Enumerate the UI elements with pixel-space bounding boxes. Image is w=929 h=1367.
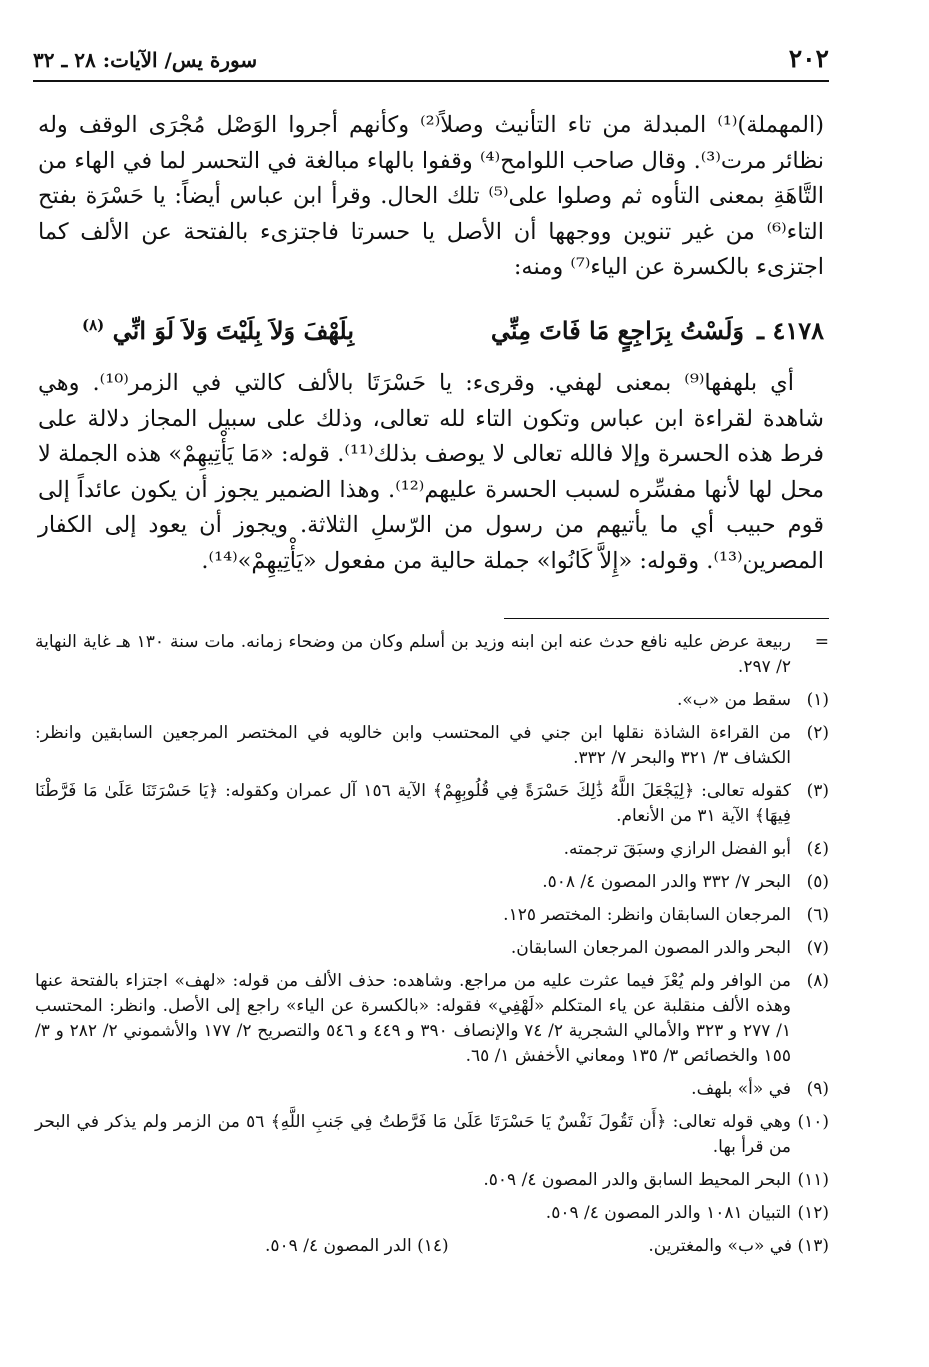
paragraph: أي بلهفها⁽⁹⁾ بمعنى لهفي. وقرىء: يا حَسْرَتَا بالألف كالتي في الزمر⁽¹⁰⁾. وهي شاهدة لقراءة ابن عباس وتكون التاء لله تعالى، وذلك على سبيل المجاز دلالة على فرط هذه الحسرة وإلا فالله تعالى لا يوصف بذلك⁽¹¹⁾. قوله: «مَا يَأْتِيهِمْ» هذه الجملة لا محل لها لأنها مفسِّره لسبب الحسرة عليهم⁽¹²⁾. وهذا الضمير يجوز أن يكون عائداً إلى قوم حبيب أي ما يأتيهم من رسول من الرّسلِ الثلاثة. ويجوز أن يعود إلى الكفار المصرين⁽¹³⁾. وقوله: «إِلاَّ كَانُوا» جملة حالية من مفعول «يَأْتِيهِمْ»⁽¹⁴⁾. xyxy=(38,370,824,574)
footnotes xyxy=(35,630,829,1267)
footnote xyxy=(35,688,829,713)
footnote-label: (٥) xyxy=(806,872,829,892)
verse-footnote-ref: (٨) xyxy=(82,316,105,334)
main-text-block-1 xyxy=(38,108,824,286)
footnote xyxy=(35,630,829,680)
footnote xyxy=(35,721,829,771)
footnote-text: من الوافر ولم يُعْزَ فيما عثرت عليه من مراجع. وشاهده: حذف الألف من قوله: «لهف» اجتزاء بالفتحة عنها وهذه الألف منقلبة عن ياء المتكلم «لَهْفِي» فقوله: «بالكسرة عن الياء» راجع إلى الأصل. وانظر: المحتسب ١/ ٢٧٧ و ٣٢٣ والأمالي الشجرية ٢/ ٧٤ والإنصاف ٣٩٠ و ٤٤٩ و ٥٤٦ والتصريح ٢/ ١٧٧ والأشموني ٢/ ٢٨٢ و ٣/ ١٥٥ والخصائص ٣/ ١٣٥ ومعاني الأخفش ١/ ٦٥. xyxy=(35,971,791,1066)
footnote xyxy=(35,1110,829,1160)
main-text-block-2 xyxy=(38,366,824,579)
footnote xyxy=(35,936,829,961)
footnote-label: (٨) xyxy=(806,971,829,991)
verse-first-hemistich: وَلَسْتُ بِرَاجِعٍ مَا فَاتَ مِنِّي xyxy=(490,316,744,345)
footnote-text: أبو الفضل الرازي وسبَقَ ترجمته. xyxy=(563,839,791,859)
page-header xyxy=(33,40,829,82)
footnote-text: الدر المصون ٤/ ٥٠٩. xyxy=(265,1236,412,1256)
verse-second-hemistich xyxy=(82,316,354,345)
verse-second-hemistich-text: بِلَهْفَ وَلاَ بِلَيْتَ وَلاَ لَوَ انِّي xyxy=(112,316,354,345)
footnote-text: البحر المحيط السابق والدر المصون ٤/ ٥٠٩. xyxy=(483,1170,791,1190)
footnote xyxy=(35,870,829,895)
footnote xyxy=(35,779,829,829)
footnote xyxy=(648,1234,829,1259)
footnote-text: من القراءة الشاذة نقلها ابن جني في المحتسب وابن خالويه في المختصر المرجعين السابقين وانظر: الكشاف ٣/ ٣٢١ والبحر ٧/ ٣٣٢. xyxy=(35,723,791,768)
footnote-text: ربيعة عرض عليه نافع حدث عنه ابن ابنه وزيد بن أسلم وكان من وضحاء زمانه. مات سنة ١٣٠ هـ غاية النهاية ٢/ ٢٩٧. xyxy=(35,632,791,677)
footnote-divider xyxy=(504,618,829,619)
running-title: سورة يس/ الآيات: ٢٨ ـ ٣٢ xyxy=(33,48,258,72)
footnote-label: (١٣) xyxy=(797,1236,829,1256)
paragraph: (المهملة)⁽¹⁾ المبدلة من تاء التأنيث وصلاً⁽²⁾ وكأنهم أجروا الوَصْل مُجْرَى الوقف وله نظائر مرت⁽³⁾. وقال صاحب اللوامح⁽⁴⁾ وقفوا بالهاء مبالغة في التحسر لما في الهاء من التَّاهَةِ بمعنى التأوه ثم وصلوا على⁽⁵⁾ تلك الحال. وقرأ ابن عباس أيضاً: يا حَسْرَة بفتح التاء⁽⁶⁾ من غير تنوين ووجهها أن الأصل يا حسرتا فاجتزىء بالفتحة عن الألف كما اجتزىء بالكسرة عن الياء⁽⁷⁾ ومنه: xyxy=(38,112,824,280)
footnote-label: = xyxy=(814,632,829,652)
footnote xyxy=(35,903,829,928)
footnote-label: (٧) xyxy=(806,938,829,958)
footnote-label: (٤) xyxy=(806,839,829,859)
footnote-text: البحر ٧/ ٣٣٢ والدر المصون ٤/ ٥٠٨. xyxy=(542,872,791,892)
footnote-text: كقوله تعالى: ﴿لِيَجْعَلَ اللَّهُ ذَٰلِكَ حَسْرَةً فِي قُلُوبِهِمْ﴾ الآية ١٥٦ آل عمران وكقوله: ﴿يَا حَسْرَتَنَا عَلَىٰ مَا فَرَّطْنَا فِيهَا﴾ الآية ٣١ من الأنعام. xyxy=(35,781,791,826)
footnote-label: (١٠) xyxy=(797,1112,829,1132)
footnote-row-double xyxy=(35,1234,829,1259)
footnote-text: سقط من «ب». xyxy=(676,690,791,710)
footnote-label: (٢) xyxy=(806,723,829,743)
footnote-text: المرجعان السابقان وانظر: المختصر ١٢٥. xyxy=(503,905,791,925)
poetry-verse xyxy=(38,312,824,352)
footnote-label: (١٢) xyxy=(797,1203,829,1223)
footnote xyxy=(35,1201,829,1226)
footnote-label: (٩) xyxy=(806,1079,829,1099)
footnote-label: (١١) xyxy=(797,1170,829,1190)
footnote-text: في «ب» والمغترين. xyxy=(648,1236,793,1256)
footnote-label: (٦) xyxy=(806,905,829,925)
footnote-text: البحر والدر المصون المرجعان السابقان. xyxy=(510,938,791,958)
footnote xyxy=(35,1168,829,1193)
footnote-text: التبيان ١٠٨١ والدر المصون ٤/ ٥٠٩. xyxy=(545,1203,791,1223)
footnote xyxy=(35,969,829,1069)
page-number: ٢٠٢ xyxy=(788,44,829,73)
footnote-label: (٣) xyxy=(806,781,829,801)
verse-number: ٤١٧٨ ـ xyxy=(757,316,824,345)
footnote-label: (١٤) xyxy=(417,1236,449,1256)
footnote xyxy=(35,837,829,862)
footnote xyxy=(35,1077,829,1102)
footnote-label: (١) xyxy=(806,690,829,710)
footnote xyxy=(265,1234,449,1259)
footnote-text: وهي قوله تعالى: ﴿أَن تَقُولَ نَفْسٌ يَا حَسْرَتَا عَلَىٰ مَا فَرَّطتُ فِي جَنبِ اللَّهِ﴾ ٥٦ من الزمر ولم يذكر في البحر من قرأ بها. xyxy=(35,1112,791,1157)
footnote-text: في «أ» بلهف. xyxy=(691,1079,791,1099)
